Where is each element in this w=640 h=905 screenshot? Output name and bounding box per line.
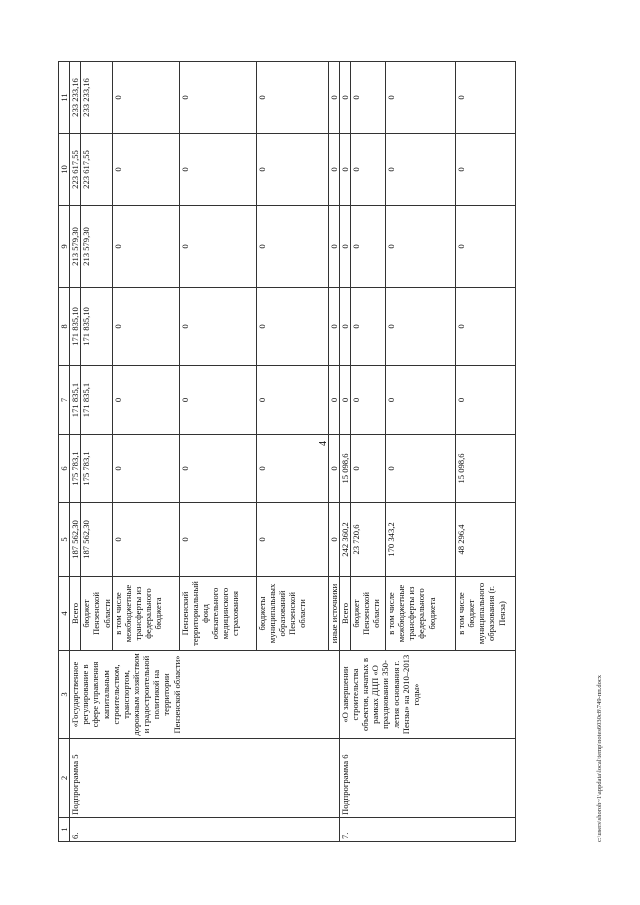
funding-value: 0 <box>112 206 179 288</box>
funding-source: иные источники <box>328 577 339 651</box>
funding-source: в том числе бюджет муниципального образования (г. Пенза) <box>455 577 515 651</box>
funding-source: бюджет Пензенской области <box>350 577 385 651</box>
program-name: «Государственное регулирование в сфере управления капитальным строительством, транспортом, дорожным хозяйством и градостроительной политикой на территории Пензенской области» <box>70 651 340 739</box>
funding-value: 0 <box>328 206 339 288</box>
funding-value: 171 835,10 <box>81 288 112 366</box>
row-number: 6. <box>70 818 340 842</box>
funding-value: 175 783,1 <box>81 435 112 503</box>
funding-value: 0 <box>328 134 339 206</box>
funding-value: 0 <box>256 206 328 288</box>
funding-value: 0 <box>455 288 515 366</box>
column-number: 4 <box>59 577 70 651</box>
funding-value: 213 579,30 <box>81 206 112 288</box>
funding-source: бюджет Пензенской области <box>81 577 112 651</box>
funding-source: в том числе межбюджетные трансферты из федерального бюджета <box>112 577 179 651</box>
funding-value: 0 <box>256 288 328 366</box>
funding-value: 0 <box>112 435 179 503</box>
funding-value: 0 <box>350 435 385 503</box>
footer-file-path: c:\users\shoroh~1\appdata\local\temp\notes6030c8\749-пп.docx <box>596 675 603 842</box>
funding-value: 0 <box>385 62 455 134</box>
column-number: 9 <box>59 206 70 288</box>
funding-value: 0 <box>339 206 350 288</box>
funding-value: 23 720,6 <box>350 503 385 577</box>
funding-value: 0 <box>328 503 339 577</box>
funding-value: 0 <box>455 62 515 134</box>
funding-table <box>58 61 516 842</box>
funding-value: 0 <box>385 134 455 206</box>
program-name: «О завершении строительства объектов, начатых в рамках ДЦП «О праздновании 350-летия основания г. Пензы» на 2010–2013 годы» <box>339 651 515 739</box>
funding-value: 0 <box>112 503 179 577</box>
funding-value: 171 835,1 <box>81 366 112 435</box>
funding-source: бюджеты муниципальных образований Пензенской области <box>256 577 328 651</box>
table-row <box>339 62 350 842</box>
funding-value: 0 <box>385 288 455 366</box>
funding-value: 15 098,6 <box>339 435 350 503</box>
column-number: 6 <box>59 435 70 503</box>
funding-source: Всего <box>339 577 350 651</box>
funding-value: 171 835,10 <box>70 288 81 366</box>
funding-value: 0 <box>455 206 515 288</box>
column-number: 3 <box>59 651 70 739</box>
funding-value: 0 <box>256 503 328 577</box>
funding-value: 0 <box>350 288 385 366</box>
funding-value: 0 <box>350 62 385 134</box>
column-number-row <box>59 62 70 842</box>
funding-value: 223 617,55 <box>70 134 81 206</box>
column-number: 2 <box>59 739 70 818</box>
funding-value: 0 <box>350 206 385 288</box>
funding-value: 187 562,30 <box>70 503 81 577</box>
funding-source: Пензенский территориальный фонд обязательного медицинского страхования <box>179 577 256 651</box>
funding-value: 0 <box>112 62 179 134</box>
funding-value: 233 233,16 <box>70 62 81 134</box>
funding-value: 175 783,1 <box>70 435 81 503</box>
column-number: 1 <box>59 818 70 842</box>
table-row <box>70 62 81 842</box>
funding-value: 0 <box>385 206 455 288</box>
funding-value: 0 <box>339 288 350 366</box>
funding-value: 0 <box>328 62 339 134</box>
funding-value: 0 <box>350 366 385 435</box>
column-number: 10 <box>59 134 70 206</box>
funding-value: 0 <box>256 435 328 503</box>
funding-source: в том числе межбюджетные трансферты из федерального бюджета <box>385 577 455 651</box>
funding-value: 15 098,6 <box>455 435 515 503</box>
program-label: Подпрограмма 6 <box>339 739 515 818</box>
funding-value: 0 <box>179 503 256 577</box>
funding-value: 0 <box>179 288 256 366</box>
funding-value: 0 <box>179 206 256 288</box>
funding-value: 0 <box>339 366 350 435</box>
column-number: 11 <box>59 62 70 134</box>
funding-source: Всего <box>70 577 81 651</box>
table-body <box>59 62 516 842</box>
funding-value: 0 <box>179 435 256 503</box>
funding-value: 0 <box>179 366 256 435</box>
page-number: 4 <box>318 441 329 446</box>
funding-value: 0 <box>256 134 328 206</box>
funding-value: 0 <box>256 366 328 435</box>
column-number: 5 <box>59 503 70 577</box>
funding-value: 187 562,30 <box>81 503 112 577</box>
funding-value: 0 <box>112 134 179 206</box>
rotated-table-wrapper <box>58 62 618 842</box>
program-label: Подпрограмма 5 <box>70 739 340 818</box>
row-number: 7. <box>339 818 515 842</box>
column-number: 7 <box>59 366 70 435</box>
funding-value: 0 <box>455 134 515 206</box>
funding-value: 0 <box>112 366 179 435</box>
funding-value: 171 835,1 <box>70 366 81 435</box>
funding-value: 0 <box>455 366 515 435</box>
funding-value: 0 <box>328 288 339 366</box>
funding-value: 0 <box>328 366 339 435</box>
funding-value: 0 <box>179 62 256 134</box>
column-number: 8 <box>59 288 70 366</box>
funding-value: 170 343,2 <box>385 503 455 577</box>
funding-value: 0 <box>385 435 455 503</box>
funding-value: 233 233,16 <box>81 62 112 134</box>
funding-value: 0 <box>328 435 339 503</box>
funding-value: 0 <box>339 62 350 134</box>
funding-value: 213 579,30 <box>70 206 81 288</box>
funding-value: 48 296,4 <box>455 503 515 577</box>
funding-value: 223 617,55 <box>81 134 112 206</box>
funding-value: 0 <box>385 366 455 435</box>
funding-value: 0 <box>179 134 256 206</box>
funding-value: 0 <box>112 288 179 366</box>
funding-value: 0 <box>350 134 385 206</box>
funding-value: 242 360,2 <box>339 503 350 577</box>
funding-value: 0 <box>339 134 350 206</box>
funding-value: 0 <box>256 62 328 134</box>
